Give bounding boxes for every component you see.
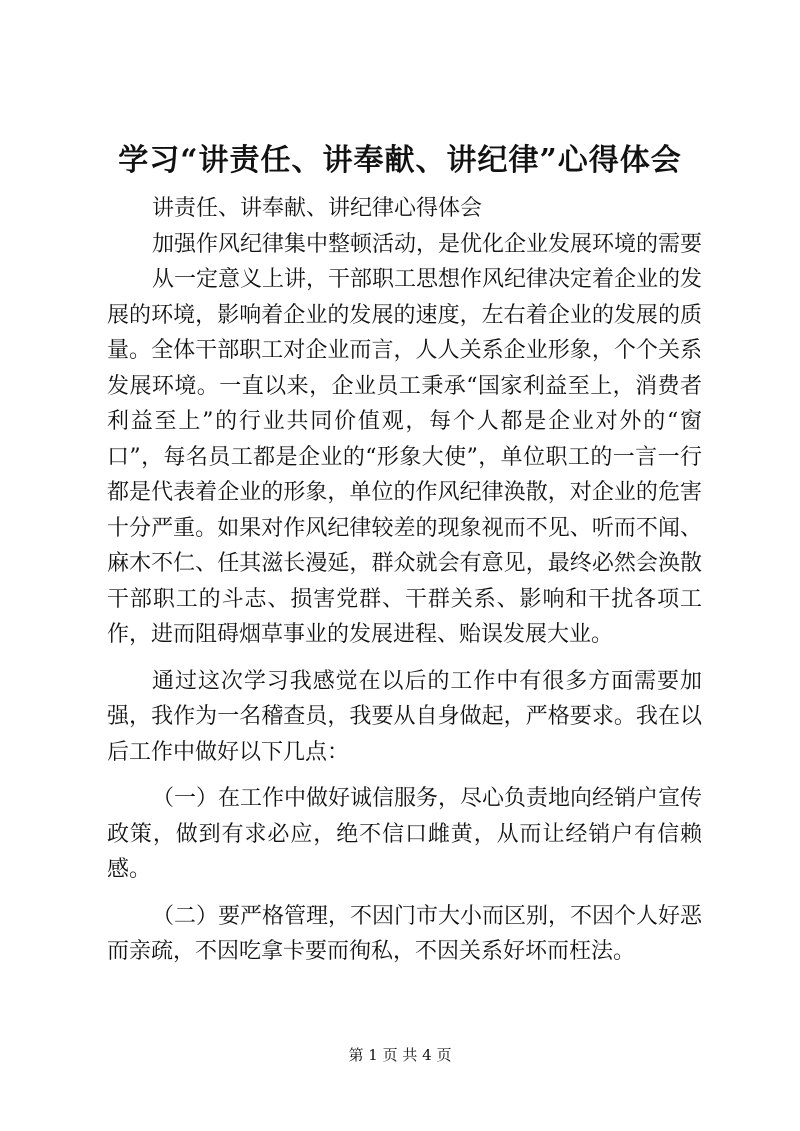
paragraph-point-2: （二）要严格管理，不因门市大小而区别，不因个人好恶而亲疏，不因吃拿卡要而徇私，不因关系好坏而枉法。 <box>107 903 703 964</box>
document-title: 学习“讲责任、讲奉献、讲纪律”心得体会 <box>118 143 682 178</box>
paragraph-study: 通过这次学习我感觉在以后的工作中有很多方面需要加强，我作为一名稽查员，我要从自身做起，严格要求。我在以后工作中做好以下几点： <box>107 668 702 765</box>
paragraph-heading: 加强作风纪律集中整顿活动，是优化企业发展环境的需要 <box>152 231 703 257</box>
paragraph-main: 从一定意义上讲，干部职工思想作风纪律决定着企业的发展的环境，影响着企业的发展的速度，左右着企业的发展的质量。全体干部职工对企业而言，人人关系企业形象，个个关系发展环境。一直以来，企业员工秉承“国家利益至上，消费者利益至上”的行业共同价值观，每个人都是企业对外的“窗口”，每名员工都是企业的“形象大使”，单位职工的一言一行都是代表着企业的形象，单位的作风纪律涣散，对企业的危害十分严重。如果对作风纪律较差的现象视而不见、听而不闻、麻木不仁、任其滋长漫延，群众就会有意见，最终必然会涣散干部职工的斗志、损害党群、干群关系、影响和干扰各项工作，进而阻碍烟草事业的发展进程、贻误发展大业。 <box>107 267 703 647</box>
page-number-footer: 第 1 页 共 4 页 <box>348 1046 452 1064</box>
document-body <box>107 191 702 970</box>
paragraph-subtitle: 讲责任、讲奉献、讲纪律心得体会 <box>152 196 483 221</box>
paragraph-point-1: （一）在工作中做好诚信服务，尽心负责地向经销户宣传政策，做到有求必应，绝不信口雌黄，从而让经销户有信赖感。 <box>107 786 703 882</box>
